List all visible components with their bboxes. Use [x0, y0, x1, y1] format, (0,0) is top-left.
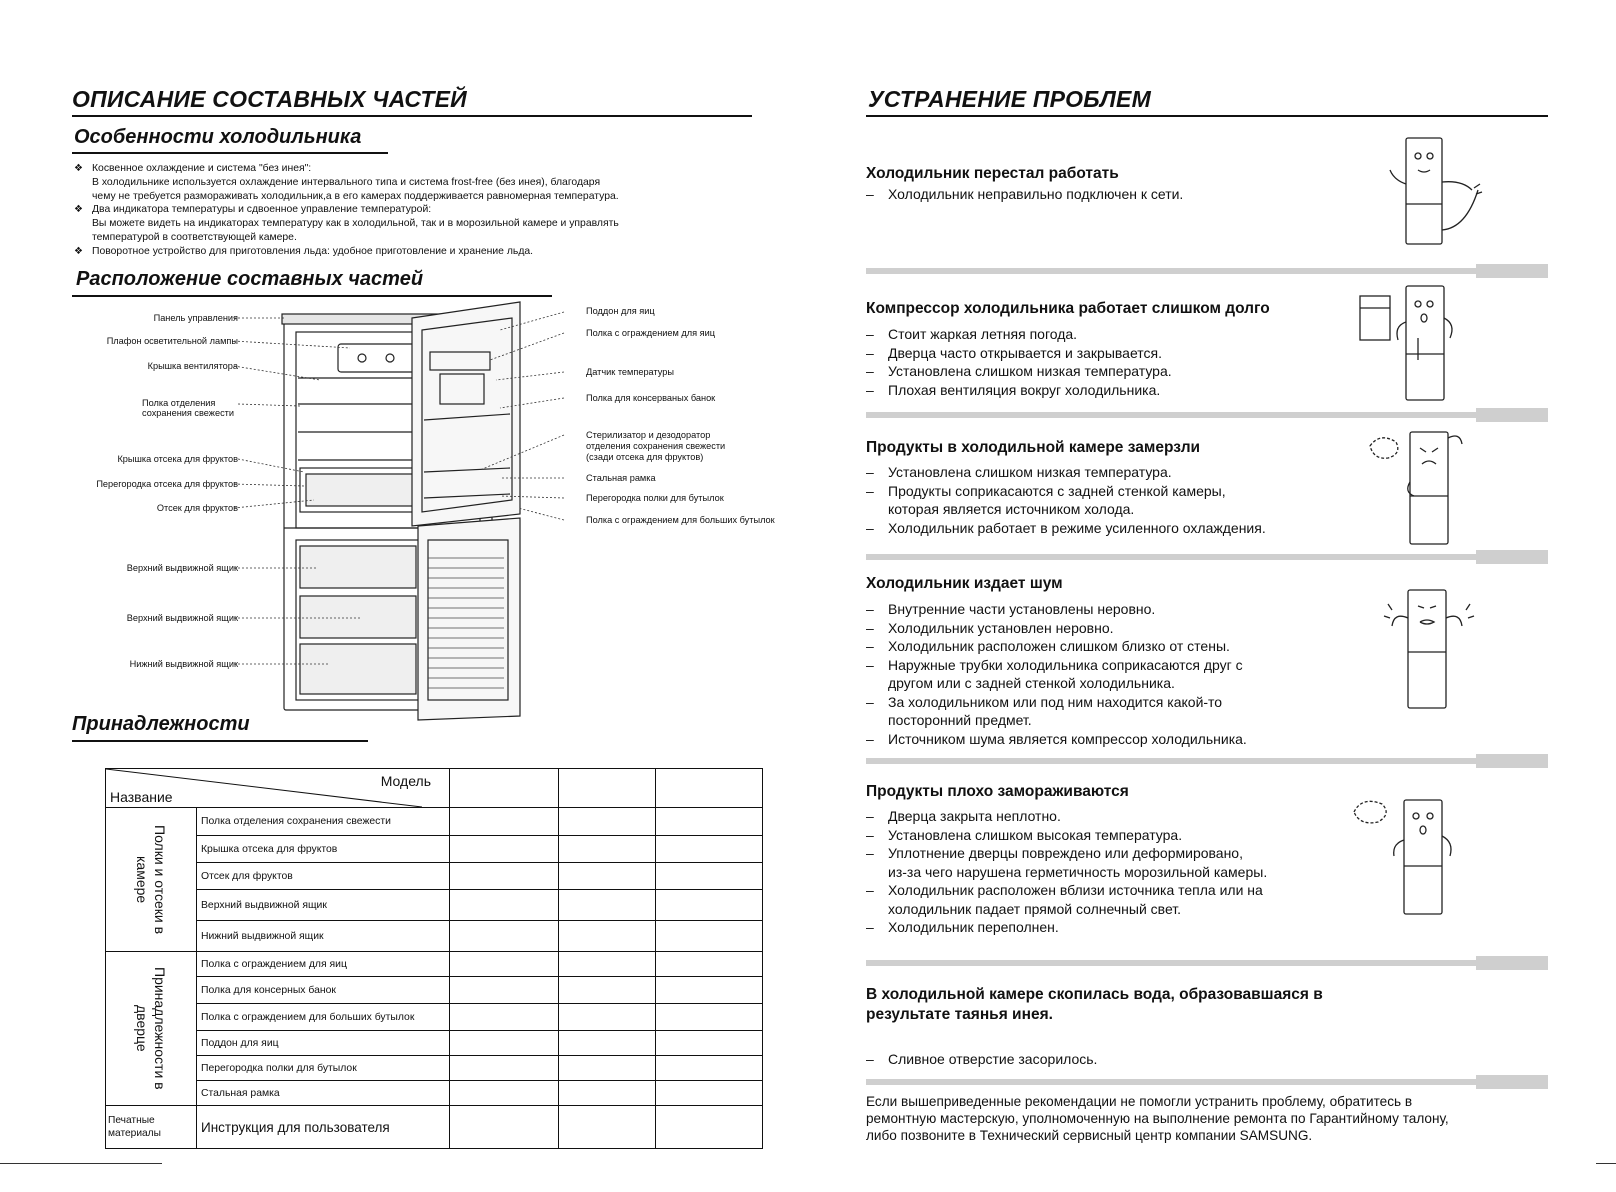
header-model: Модель: [380, 773, 431, 789]
list-item: – Внутренние части установлены неровно.: [866, 601, 1156, 617]
list-item: – Наружные трубки холодильника соприкасаются друг с: [866, 656, 1243, 673]
label-upper-drawer-2: Верхний выдвижной ящик: [126, 613, 238, 623]
section-divider: [866, 412, 1548, 418]
list-item: – Холодильник переполнен.: [866, 919, 1059, 935]
features-title: Особенности холодильника: [74, 126, 362, 148]
feature-text: Вы можете видеть на индикаторах температуру как в холодильной, так и в морозильной камере и управлять: [92, 218, 619, 230]
group-fridge-shelves: Полки и отсеки в камере: [106, 808, 197, 952]
label-sterilizer-3: (сзади отсека для фруктов): [586, 452, 704, 462]
list-item: – Установлена слишком высокая температура.: [866, 826, 1183, 843]
label-fresh-shelf-2: сохранения свежести: [142, 408, 235, 418]
section-heading: Холодильник перестал работать: [866, 165, 1119, 182]
title-rule-left: [72, 115, 752, 117]
section-list: [866, 325, 1366, 399]
accessories-title: Принадлежности: [72, 713, 250, 735]
section-divider: [866, 960, 1548, 966]
title-rule-right: [866, 115, 1548, 117]
upper-drawer-1: [300, 546, 416, 588]
diamond-bullet-icon: ❖: [74, 245, 83, 257]
page-title-left: ОПИСАНИЕ СОСТАВНЫХ ЧАСТЕЙ: [72, 86, 467, 112]
list-item: – Уплотнение дверцы повреждено или деформировано,: [866, 845, 1243, 861]
parts-rule: [72, 295, 552, 297]
page-title-right: УСТРАНЕНИЕ ПРОБЛЕМ: [868, 86, 1151, 112]
table-row-label: Инструкция для пользователя: [197, 1106, 450, 1149]
list-item: – Холодильник установлен неровно.: [866, 619, 1114, 636]
section-divider-tab: [1476, 754, 1548, 768]
fridge-character-unplugged-icon: [1384, 132, 1496, 250]
section-heading: Компрессор холодильника работает слишком долго: [866, 300, 1270, 317]
list-item: – Холодильник расположен вблизи источника тепла или на: [866, 882, 1263, 898]
section-divider: [866, 268, 1548, 274]
table-row-label: Отсек для фруктов: [197, 863, 450, 890]
fridge-character-frozen-icon: [1366, 420, 1476, 550]
features-list: [72, 162, 762, 259]
list-item-continued: холодильник падает прямой солнечный свет.: [888, 900, 1182, 917]
parts-title: Расположение составных частей: [76, 268, 424, 290]
feature-item: ❖ Косвенное охлаждение и система "без инея":: [74, 163, 312, 174]
table-row-label: Полка с ограждением для яиц: [197, 952, 450, 977]
label-fruit-divider: Перегородка отсека для фруктов: [96, 479, 238, 489]
section-divider-tab: [1476, 1075, 1548, 1089]
section-list: [866, 463, 1366, 537]
list-item: – За холодильником или под ним находится какой-то: [866, 693, 1223, 710]
section-heading: Продукты в холодильной камере замерзли: [866, 439, 1201, 456]
feature-text: температурой в соответствующей камере.: [92, 231, 297, 243]
upper-drawer-2: [300, 596, 416, 638]
section-divider-tab: [1476, 264, 1548, 278]
header-name: Название: [110, 789, 173, 805]
section-heading-line2: результате таянья инея.: [866, 1006, 1053, 1023]
diamond-bullet-icon: ❖: [74, 204, 83, 216]
list-item: – Источником шума является компрессор холодильника.: [866, 730, 1247, 747]
label-fruit-box: Отсек для фруктов: [156, 503, 238, 513]
list-item: – Установлена слишком низкая температура.: [866, 363, 1172, 379]
list-item-continued: другом или с задней стенкой холодильника.: [888, 675, 1175, 691]
section-divider: [866, 1079, 1548, 1085]
list-item: – Плохая вентиляция вокруг холодильника.: [866, 381, 1161, 398]
section-divider-tab: [1476, 408, 1548, 422]
list-item: – Холодильник неправильно подключен к сети.: [866, 186, 1184, 202]
freezer-door: [418, 518, 520, 720]
label-can-shelf: Полка для консерваных банок: [586, 393, 716, 403]
section-list: [866, 600, 1386, 748]
label-steel-frame: Стальная рамка: [586, 473, 656, 483]
diamond-bullet-icon: ❖: [74, 163, 83, 174]
section-heading: Продукты плохо замораживаются: [866, 783, 1129, 800]
label-fruit-cover: Крышка отсека для фруктов: [117, 454, 238, 464]
label-bottle-divider: Перегородка полки для бутылок: [586, 493, 724, 503]
feature-text: В холодильнике используется охлаждение интервального типа и система frost-free (без инея), благодаря: [92, 176, 601, 188]
fridge-character-noise-icon: [1380, 582, 1480, 712]
table-row-label: Стальная рамка: [197, 1081, 450, 1106]
lower-drawer: [300, 644, 416, 694]
model-col-3: [656, 769, 763, 808]
label-fresh-shelf: Полка отделения: [142, 398, 216, 408]
section-list: [866, 807, 1426, 937]
list-item-continued: которая является источником холода.: [888, 501, 1135, 517]
table-row-label: Поддон для яиц: [197, 1031, 450, 1056]
fridge-character-hot-icon: [1356, 278, 1476, 408]
section-divider-tab: [1476, 550, 1548, 564]
feature-text: чему не требуется размораживать холодильник,а в его камерах поддерживается равномерная температура.: [92, 190, 619, 202]
group-printed: Печатные материалы: [106, 1106, 197, 1149]
features-rule: [72, 152, 388, 154]
section-divider: [866, 758, 1548, 764]
list-item: – Сливное отверстие засорилось.: [866, 1050, 1098, 1067]
section-heading: В холодильной камере скопилась вода, образовавшаяся в: [866, 986, 1323, 1003]
fridge-character-warm-icon: [1350, 790, 1476, 920]
table-row-label: Крышка отсека для фруктов: [197, 836, 450, 863]
list-item: – Установлена слишком низкая температура.: [866, 464, 1172, 480]
feature-item: ❖ Поворотное устройство для приготовления льда: удобное приготовление и хранение льда.: [74, 245, 534, 257]
footnote: Если вышеприведенные рекомендации не помогли устранить проблему, обратитесь в ремонтную мастерскую, уполномоченную на выполнение ремонта по Гарантийному талону, либо позвоните в Технический сервисный центр компании SAMSUNG.: [866, 1094, 1449, 1143]
label-egg-shelf: Полка с ограждением для яиц: [586, 328, 716, 338]
table-row-label: Полка с ограждением для больших бутылок: [197, 1004, 450, 1031]
model-col-2: [559, 769, 656, 808]
label-fan-cover: Крышка вентилятора: [147, 361, 238, 371]
label-sterilizer: Стерилизатор и дезодоратор: [586, 430, 711, 440]
accessories-table-wrap: [105, 768, 763, 1149]
section-heading: Холодильник издает шум: [866, 575, 1063, 592]
label-upper-drawer: Верхний выдвижной ящик: [126, 563, 238, 573]
section-divider: [866, 554, 1548, 560]
label-big-bottle-shelf: Полка с ограждением для больших бутылок: [586, 515, 775, 525]
table-row-label: Перегородка полки для бутылок: [197, 1056, 450, 1081]
table-header-cell: [106, 769, 450, 808]
accessories-table: [105, 768, 763, 1149]
list-item: – Дверца закрыта неплотно.: [866, 808, 1061, 824]
table-row-label: Нижний выдвижной ящик: [197, 921, 450, 952]
accessories-rule: [72, 740, 368, 742]
list-item: – Продукты соприкасаются с задней стенкой камеры,: [866, 482, 1226, 499]
label-sterilizer-2: отделения сохранения свежести: [586, 441, 726, 451]
list-item: – Холодильник расположен слишком близко от стены.: [866, 638, 1230, 654]
list-item: – Дверца часто открывается и закрывается.: [866, 344, 1163, 361]
label-lamp-cover: Плафон осветительной лампы: [106, 336, 238, 346]
model-col-1: [450, 769, 559, 808]
label-egg-tray: Поддон для яиц: [586, 306, 655, 316]
label-temp-sensor: Датчик температуры: [586, 367, 674, 377]
list-item: – Стоит жаркая летняя погода.: [866, 326, 1078, 342]
label-control-panel: Панель управления: [153, 313, 238, 323]
table-row-label: Полка для консерных банок: [197, 977, 450, 1004]
table-row-label: Верхний выдвижной ящик: [197, 890, 450, 921]
list-item: – Холодильник работает в режиме усиленного охлаждения.: [866, 519, 1266, 536]
table-row-label: Полка отделения сохранения свежести: [197, 808, 450, 836]
page-edge-line-right: [1596, 1163, 1616, 1164]
group-door-accessories: Принадлежности в дверце: [106, 952, 197, 1106]
section-divider-tab: [1476, 956, 1548, 970]
list-item-continued: из-за чего нарушена герметичность морозильной камеры.: [888, 863, 1268, 880]
list-item-continued: посторонний предмет.: [888, 712, 1032, 728]
feature-item: ❖ Два индикатора температуры и сдвоенное управление температурой:: [74, 204, 432, 216]
page-edge-line-left: [0, 1163, 162, 1164]
label-lower-drawer: Нижний выдвижной ящик: [129, 659, 238, 669]
